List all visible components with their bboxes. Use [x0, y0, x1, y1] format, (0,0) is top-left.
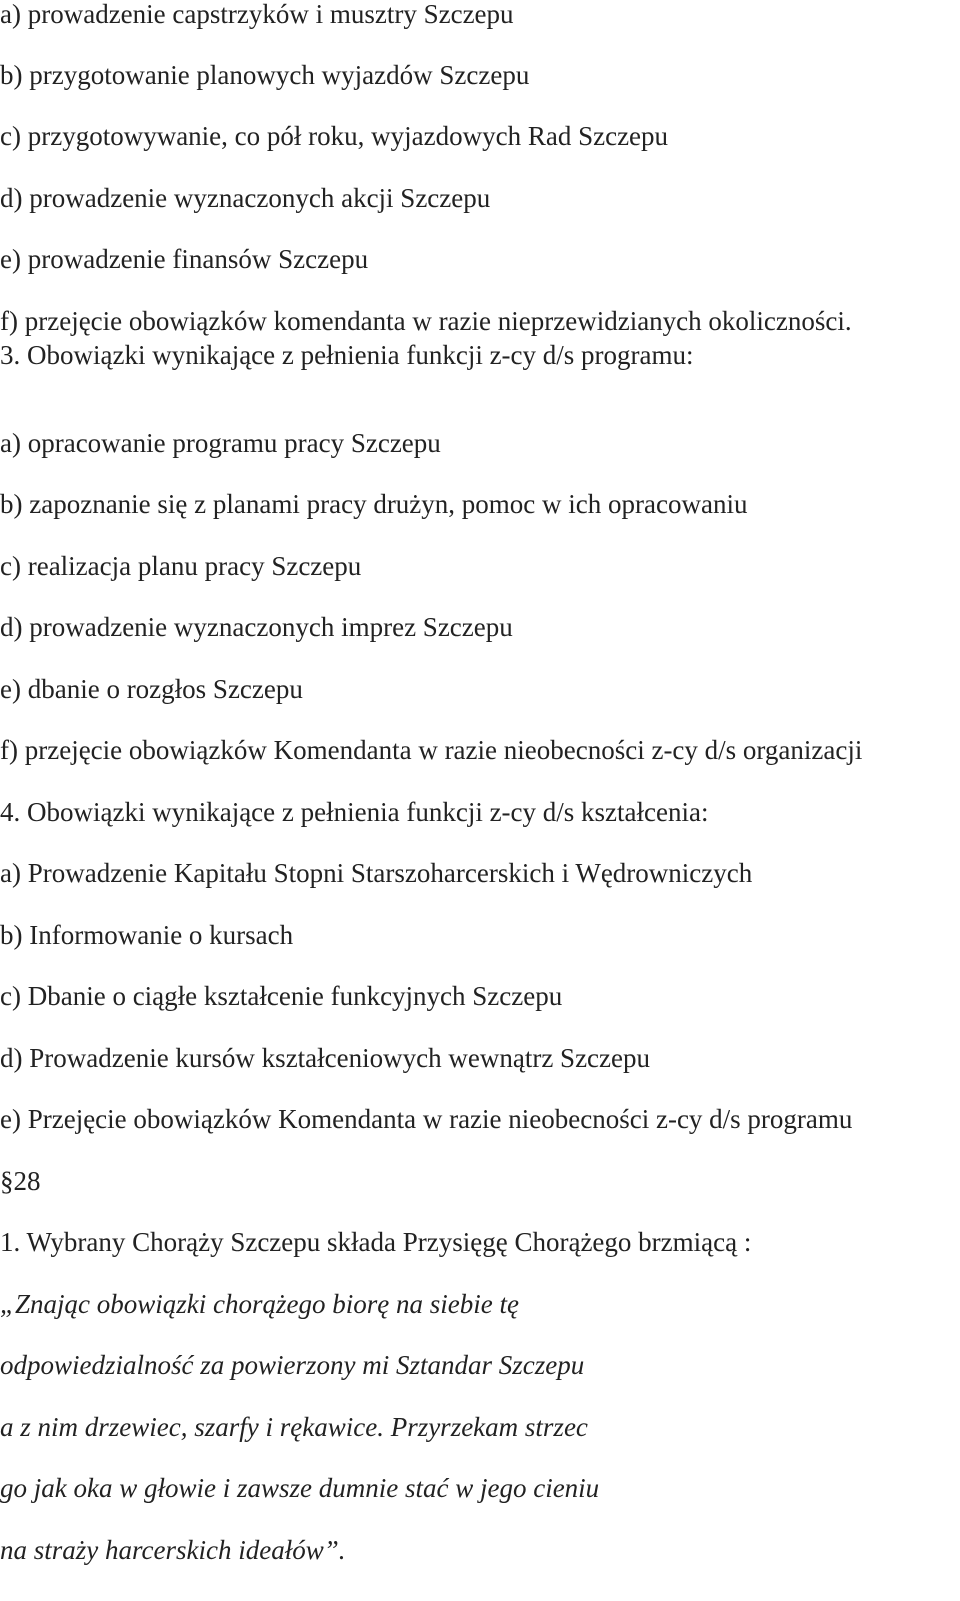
text-line: a) prowadzenie capstrzyków i musztry Szczepu — [0, 0, 514, 29]
paragraph-number: §28 — [0, 1166, 41, 1196]
text-line: 1. Wybrany Chorąży Szczepu składa Przysięgę Chorążego brzmiącą : — [0, 1227, 752, 1257]
text-line: a) Prowadzenie Kapitału Stopni Starszoharcerskich i Wędrowniczych — [0, 858, 753, 888]
text-line: e) dbanie o rozgłos Szczepu — [0, 674, 303, 704]
text-line: b) zapoznanie się z planami pracy drużyn, pomoc w ich opracowaniu — [0, 489, 748, 519]
text-line: e) prowadzenie finansów Szczepu — [0, 244, 369, 274]
oath-text-line: „Znając obowiązki chorążego biorę na siebie tę — [0, 1289, 519, 1319]
oath-text-line: a z nim drzewiec, szarfy i rękawice. Przyrzekam strzec — [0, 1412, 588, 1442]
text-line: d) prowadzenie wyznaczonych akcji Szczepu — [0, 183, 491, 213]
oath-text-line: go jak oka w głowie i zawsze dumnie stać w jego cieniu — [0, 1473, 600, 1503]
text-line: f) przejęcie obowiązków Komendanta w razie nieobecności z-cy d/s organizacji — [0, 735, 863, 765]
text-line: c) Dbanie o ciągłe kształcenie funkcyjnych Szczepu — [0, 981, 563, 1011]
text-line: c) przygotowywanie, co pół roku, wyjazdowych Rad Szczepu — [0, 121, 669, 151]
text-line: d) Prowadzenie kursów kształceniowych wewnątrz Szczepu — [0, 1043, 651, 1073]
text-line: c) realizacja planu pracy Szczepu — [0, 551, 362, 581]
oath-text-line: odpowiedzialność za powierzony mi Sztandar Szczepu — [0, 1350, 585, 1380]
text-line: a) opracowanie programu pracy Szczepu — [0, 428, 441, 458]
oath-text-line: na straży harcerskich ideałów”. — [0, 1535, 346, 1565]
text-line: b) przygotowanie planowych wyjazdów Szczepu — [0, 60, 530, 90]
section-heading: 4. Obowiązki wynikające z pełnienia funkcji z-cy d/s kształcenia: — [0, 797, 709, 827]
text-line: d) prowadzenie wyznaczonych imprez Szczepu — [0, 612, 513, 642]
text-line: f) przejęcie obowiązków komendanta w razie nieprzewidzianych okoliczności. — [0, 306, 852, 336]
text-line: e) Przejęcie obowiązków Komendanta w razie nieobecności z-cy d/s programu — [0, 1104, 853, 1134]
text-line: b) Informowanie o kursach — [0, 920, 294, 950]
section-heading: 3. Obowiązki wynikające z pełnienia funkcji z-cy d/s programu: — [0, 340, 694, 370]
